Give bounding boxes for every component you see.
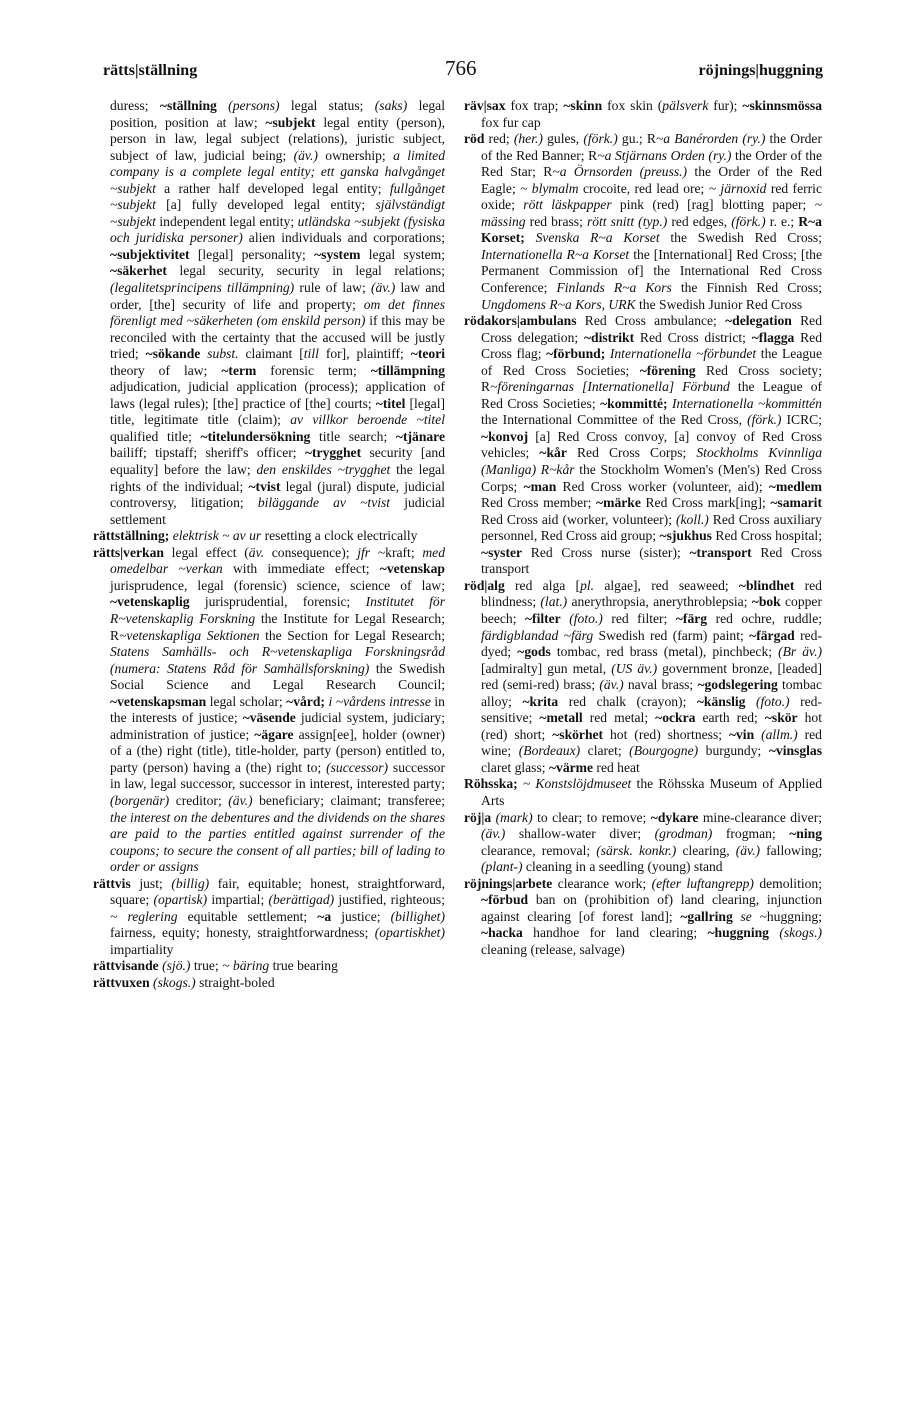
right-guide-word: röjnings|huggning	[698, 62, 823, 79]
dictionary-entry: rätts|verkan legal effect (äv. consequence); jfr ~kraft; med omedelbar ~verkan with immediate effect; ~vetenskap jurisprudence, legal (forensic) science, science of law; ~vetenskaplig jurisprudential, forensic; Institutet för R~vetenskaplig Forskning the Institute for Legal Research; R~vetenskapliga Sektionen the Section for Legal Research; Statens Samhälls- och R~vetenskapliga Forskningsråd (numera: Statens Råd för Samhällsforskning) the Swedish Social Science and Legal Research Council; ~vetenskapsman legal scholar; ~vård; i ~vårdens intresse in the interests of justice; ~väsende judicial system, judiciary; administration of justice; ~ägare assign[ee], holder (owner) of a (the) right (title), title-holder, party (person) entitled to, party (person) having a (the) right to; (successor) successor in law, legal successor, successor in interest, interested party; (borgenär) creditor; (äv.) beneficiary; claimant; transferee; the interest on the debentures and the dividends on the shares are paid to the parties entitled against surrender of the coupons; to secure the consent of all parties; bill of lading to order or assigns	[93, 544, 446, 875]
dictionary-entry: Röhsska; ~ Konstslöjdmuseet the Röhsska Museum of Applied Arts	[464, 776, 823, 808]
dictionary-entry: duress; ~ställning (persons) legal status; (saks) legal position, position at law; ~subjekt legal entity (person), person in law, legal subject (relations), juristic subject, subject of law, judicial being; (äv.) ownership; a limited company is a complete legal entity; ett ganska halvgånget ~subjekt a rather half developed legal entity; fullgånget ~subjekt [a] fully developed legal entity; självständigt ~subjekt independent legal entity; utländska ~subjekt (fysiska och juridiska personer) alien individuals and corporations; ~subjektivitet [legal] personality; ~system legal system; ~säkerhet legal security, security in legal relations; (legalitetsprincipens tillämpning) rule of law; (äv.) law and order, [the] security of life and property; om det finnes förenligt med ~säkerheten (om enskild person) if this may be reconciled with the certainty that the accused will be justly tried; ~sökande subst. claimant [till for], plaintiff; ~teori theory of law; ~term forensic term; ~tillämpning adjudication, judicial application (process); application of laws (legal rules); [the] practice of [the] courts; ~titel [legal] title, legitimate title (claim); av villkor beroende ~titel qualified title; ~titelundersökning title search; ~tjänare bailiff; tipstaff; sheriff's officer; ~trygghet security [and equality] before the law; den enskildes ~trygghet the legal rights of the individual; ~tvist legal (jural) dispute, judicial controversy, litigation; biläggande av ~tvist judicial settlement	[110, 98, 446, 527]
dictionary-entry: röd red; (her.) gules, (förk.) gu.; R~a Banérorden (ry.) the Order of the Red Banner; R~a Stjärnans Orden (ry.) the Order of the Red Star; R~a Örnsorden (preuss.) the Order of the Red Eagle; ~ blymalm crocoite, red lead ore; ~ järnoxid red ferric oxide; rött läskpapper pink (red) [rag] blotting paper; ~ mässing red brass; rött snitt (typ.) red edges, (förk.) r. e.; R~a Korset; Svenska R~a Korset the Swedish Red Cross; Internationella R~a Korset the [International] Red Cross; [the Permanent Commission of] the International Red Cross Conference; Finlands R~a Kors the Finnish Red Cross; Ungdomens R~a Kors, URK the Swedish Junior Red Cross	[464, 131, 823, 312]
dictionary-entry: rättvuxen (skogs.) straight-boled	[93, 974, 275, 990]
dictionary-entry: rättställning; elektrisk ~ av ur resetting a clock electrically	[93, 528, 418, 544]
dictionary-entry: rättvis just; (billig) fair, equitable; honest, straightforward, square; (opartisk) impartial; (berättigad) justified, righteous; ~ reglering equitable settlement; ~a justice; (billighet) fairness, equity; honesty, straightforwardness; (opartiskhet) impartiality	[93, 875, 445, 957]
running-head	[0, 56, 920, 86]
dictionary-entry: räv|sax fox trap; ~skinn fox skin (pälsverk fur); ~skinnsmössa fox fur cap	[464, 98, 822, 130]
dictionary-entry: röj|a (mark) to clear; to remove; ~dykare mine-clearance diver; (äv.) shallow-water diver; (grodman) frogman; ~ning clearance, removal; (särsk. konkr.) clearing, (äv.) fallowing; (plant-) cleaning in a seedling (young) stand	[464, 809, 823, 875]
left-guide-word: rätts|ställning	[103, 62, 198, 79]
left-column	[93, 98, 445, 992]
dictionary-entry: rättvisande (sjö.) true; ~ bäring true bearing	[93, 958, 338, 974]
dictionary-entry: rödakors|ambulans Red Cross ambulance; ~delegation Red Cross delegation; ~distrikt Red Cross district; ~flagga Red Cross flag; ~förbund; Internationella ~förbundet the League of Red Cross Societies; ~förening Red Cross society; R~föreningarnas [Internationella] Förbund the League of Red Cross Societies; ~kommitté; Internationella ~kommittén the International Committee of the Red Cross, (förk.) ICRC; ~konvoj [a] Red Cross convoy, [a] convoy of Red Cross vehicles; ~kår Red Cross Corps; Stockholms Kvinnliga (Manliga) R~kår the Stockholm Women's (Men's) Red Cross Corps; ~man Red Cross worker (volunteer, aid); ~medlem Red Cross member; ~märke Red Cross mark[ing]; ~samarit Red Cross aid (worker, volunteer); (koll.) Red Cross auxiliary personnel, Red Cross aid group; ~sjukhus Red Cross hospital; ~syster Red Cross nurse (sister); ~transport Red Cross transport	[464, 313, 823, 577]
page-number: 766	[445, 56, 477, 80]
dictionary-entry: röd|alg red alga [pl. algae], red seaweed; ~blindhet red blindness; (lat.) anerythropsia, anerythroblepsia; ~bok copper beech; ~filter (foto.) red filter; ~färg red ochre, ruddle; färdigblandad ~färg Swedish red (farm) paint; ~färgad red-dyed; ~gods tombac, red brass (metal), pinchbeck; (Br äv.) [admiralty] gun metal, (US äv.) government bronze, [leaded] red (semi-red) brass; (äv.) naval brass; ~godslegering tombac alloy; ~krita red chalk (crayon); ~känslig (foto.) red-sensitive; ~metall red metal; ~ockra earth red; ~skör hot (red) short; ~skörhet hot (red) shortness; ~vin (allm.) red wine; (Bordeaux) claret; (Bourgogne) burgundy; ~vinsglas claret glass; ~värme red heat	[464, 577, 823, 775]
dictionary-entry: röjnings|arbete clearance work; (efter luftangrepp) demolition; ~förbud ban on (prohibition of) land clearing, injunction against clearing [of forest land]; ~gallring se ~huggning; ~hacka handhoe for land clearing; ~huggning (skogs.) cleaning (release, salvage)	[464, 875, 823, 957]
right-column	[464, 98, 822, 958]
